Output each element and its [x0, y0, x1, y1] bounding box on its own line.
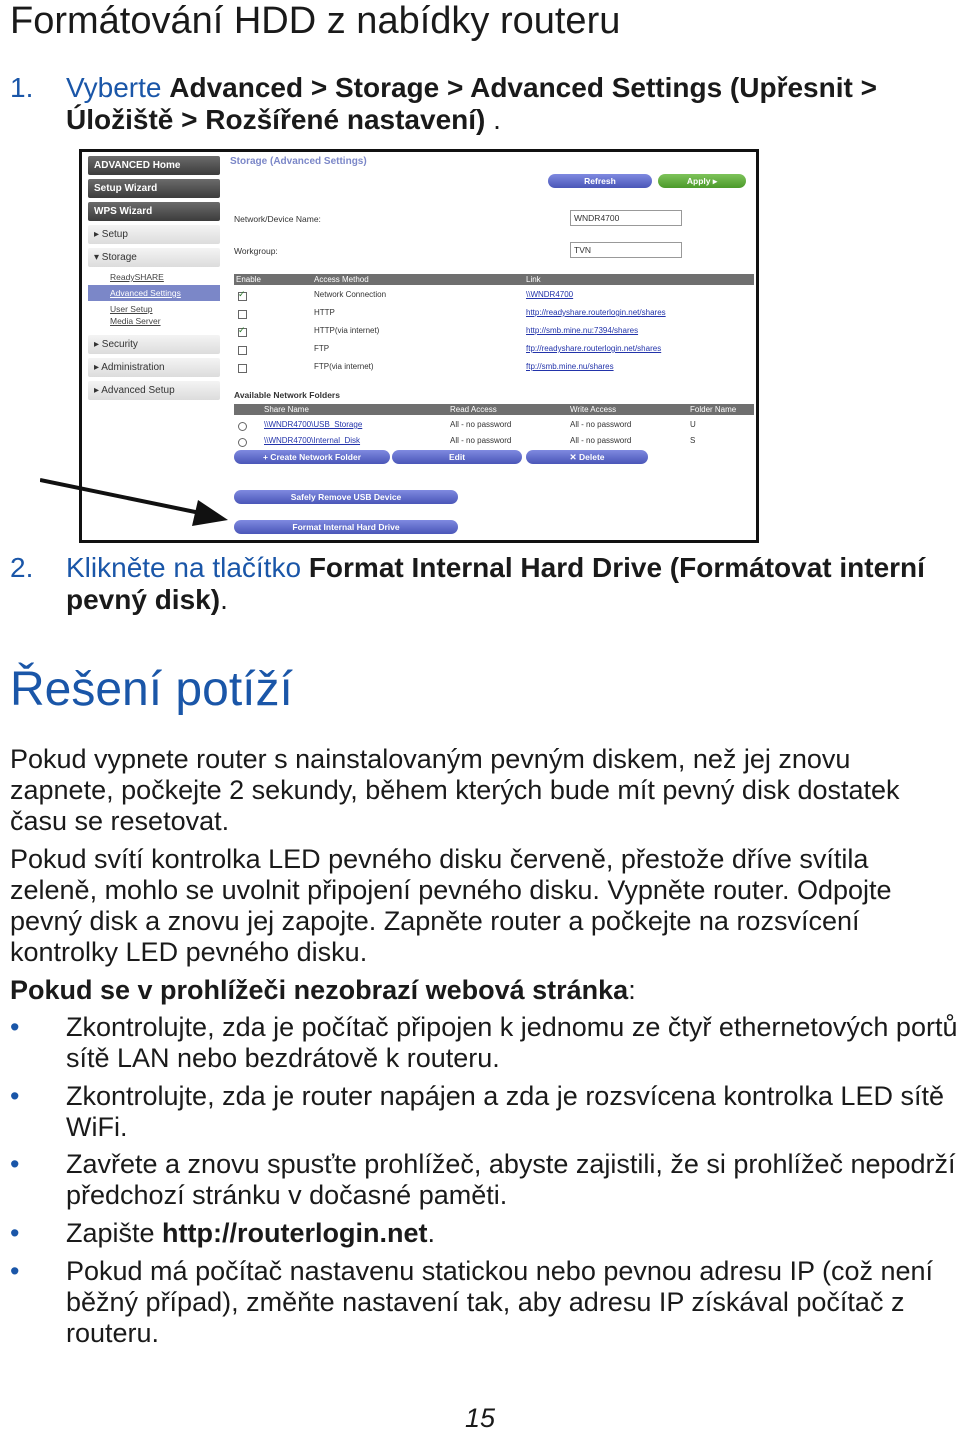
create-folder-button[interactable]: + Create Network Folder: [234, 450, 390, 464]
step-1: [10, 72, 950, 136]
access-row: [234, 308, 754, 322]
header-enable: Enable: [236, 275, 261, 284]
folder-radio[interactable]: [238, 422, 247, 431]
sidebar-advanced-home[interactable]: ADVANCED Home: [88, 156, 220, 175]
bullet-text: Zkontrolujte, zda je počítač připojen k jednomu ze čtyř ethernetových portů sítě LAN nebo bezdrátově k routeru.: [66, 1012, 958, 1073]
sidebar-wps-wizard[interactable]: WPS Wizard: [88, 202, 220, 221]
pointer-arrow: [40, 470, 240, 530]
bullet-dot: •: [10, 1256, 20, 1286]
routerlogin-url: http://routerlogin.net: [162, 1218, 428, 1248]
sidebar-security[interactable]: ▸ Security: [88, 335, 220, 354]
step-text-end: .: [220, 584, 228, 615]
sidebar-advanced-setup[interactable]: ▸ Advanced Setup: [88, 381, 220, 400]
bullet-dot: •: [10, 1218, 20, 1248]
access-link[interactable]: http://smb.mine.nu:7394/shares: [526, 326, 639, 335]
refresh-button[interactable]: Refresh: [548, 174, 652, 188]
access-link[interactable]: ftp://smb.mine.nu/shares: [526, 362, 614, 371]
step-button-name: Format Internal Hard Drive (Formátovat interní pevný disk): [66, 552, 925, 615]
enable-checkbox[interactable]: [238, 346, 247, 355]
bullet-text: Pokud má počítač nastavenu statickou nebo pevnou adresu IP (což není běžný případ), změňte nastavení tak, aby adresu IP získával počítač z routeru.: [66, 1256, 934, 1348]
access-method: Network Connection: [314, 290, 387, 299]
step-text: Klikněte na tlačítko: [66, 552, 309, 583]
sidebar-readyshare[interactable]: ReadySHARE: [110, 272, 164, 282]
bullet-item: [10, 1081, 958, 1143]
sidebar-user-setup[interactable]: User Setup: [110, 304, 153, 314]
header-folder-name: Folder Name: [690, 405, 737, 414]
sidebar-setup-wizard[interactable]: Setup Wizard: [88, 179, 220, 198]
folders-title: Available Network Folders: [234, 390, 340, 400]
header-read-access: Read Access: [450, 405, 497, 414]
bullet-text: Zavřete a znovu spusťte prohlížeč, abyste zajistili, že si prohlížeč nepodrží předchozí stránku v dočasné paměti.: [66, 1149, 956, 1210]
paragraph-3: [10, 975, 955, 1006]
access-link[interactable]: ftp://readyshare.routerlogin.net/shares: [526, 344, 662, 353]
bullet-item: [10, 1012, 958, 1074]
enable-checkbox[interactable]: [238, 310, 247, 319]
edit-button[interactable]: Edit: [392, 450, 522, 464]
read-access: All - no password: [450, 436, 512, 445]
folder-row: [234, 436, 754, 450]
header-link: Link: [526, 275, 541, 284]
access-row: [234, 326, 754, 340]
delete-button[interactable]: ✕ Delete: [526, 450, 648, 464]
access-table-header: [234, 274, 754, 285]
workgroup-input[interactable]: TVN: [570, 242, 682, 258]
bullet-item: [10, 1149, 958, 1211]
access-method: FTP: [314, 344, 330, 353]
header-access-method: Access Method: [314, 275, 369, 284]
bullet-text-end: .: [427, 1218, 436, 1248]
header-write-access: Write Access: [570, 405, 617, 414]
step-text: Vyberte: [66, 72, 170, 103]
router-page-title: Storage (Advanced Settings): [230, 156, 367, 167]
access-row: [234, 290, 754, 304]
sidebar-setup[interactable]: ▸ Setup: [88, 225, 220, 244]
enable-checkbox[interactable]: [238, 292, 247, 301]
bullet-dot: •: [10, 1081, 20, 1111]
bullet-text: Zapište: [66, 1218, 163, 1248]
folder-radio[interactable]: [238, 438, 247, 447]
sidebar-administration[interactable]: ▸ Administration: [88, 358, 220, 377]
step-number: 2.: [10, 552, 34, 583]
no-page-heading: Pokud se v prohlížeči nezobrazí webová stránka: [10, 975, 629, 1005]
safely-remove-usb-button[interactable]: Safely Remove USB Device: [234, 490, 458, 504]
paragraph-2: Pokud svítí kontrolka LED pevného disku červeně, přestože dříve svítila zeleně, mohlo se uvolnit připojení pevného disku. Vypněte router. Odpojte pevný disk a znovu jej zapojte. Zapněte router a počkejte na rozsvícení kontrolky LED pevného disku.: [10, 844, 892, 967]
step-text-end: .: [485, 104, 501, 135]
device-name-label: Network/Device Name:: [234, 214, 321, 224]
access-row: [234, 344, 754, 358]
access-method: HTTP(via internet): [314, 326, 380, 335]
access-row: [234, 362, 754, 376]
step-2: [10, 552, 950, 616]
share-name[interactable]: \\WNDR4700\Internal_Disk: [264, 436, 361, 445]
enable-checkbox[interactable]: [238, 364, 247, 373]
bullet-item: [10, 1218, 958, 1249]
enable-checkbox[interactable]: [238, 328, 247, 337]
page-number: 15: [464, 1403, 496, 1433]
folders-table-header: [234, 404, 754, 415]
bullet-dot: •: [10, 1149, 20, 1179]
page-title: Formátování HDD z nabídky routeru: [10, 0, 621, 42]
header-share-name: Share Name: [264, 405, 309, 414]
folder-row: [234, 420, 754, 434]
step-path: Advanced > Storage > Advanced Settings (Upřesnit > Úložiště > Rozšířené nastavení): [66, 72, 877, 135]
access-link[interactable]: \\WNDR4700: [526, 290, 574, 299]
write-access: All - no password: [570, 436, 632, 445]
folder-name: S: [690, 436, 696, 445]
share-name[interactable]: \\WNDR4700\USB_Storage: [264, 420, 363, 429]
folder-name: U: [690, 420, 696, 429]
troubleshooting-heading: Řešení potíží: [10, 663, 293, 716]
bullet-item: [10, 1256, 958, 1349]
access-method: HTTP: [314, 308, 335, 317]
step-number: 1.: [10, 72, 34, 103]
sidebar-media-server[interactable]: Media Server: [110, 316, 161, 326]
bullet-text: Zkontrolujte, zda je router napájen a zda je rozsvícena kontrolka LED sítě WiFi.: [66, 1081, 944, 1142]
write-access: All - no password: [570, 420, 632, 429]
workgroup-label: Workgroup:: [234, 246, 278, 256]
device-name-input[interactable]: WNDR4700: [570, 210, 682, 226]
apply-button[interactable]: Apply ▸: [658, 174, 746, 188]
colon: :: [628, 975, 636, 1005]
sidebar-advanced-settings[interactable]: Advanced Settings: [88, 285, 220, 301]
bullet-dot: •: [10, 1012, 20, 1042]
access-method: FTP(via internet): [314, 362, 374, 371]
read-access: All - no password: [450, 420, 512, 429]
router-sidebar: [88, 156, 220, 404]
access-link[interactable]: http://readyshare.routerlogin.net/shares: [526, 308, 666, 317]
paragraph-1: Pokud vypnete router s nainstalovaným pevným diskem, než jej znovu zapnete, počkejte 2 sekundy, během kterých bude mít pevný disk dostatek času se resetovat.: [10, 744, 900, 836]
format-drive-button[interactable]: Format Internal Hard Drive: [234, 520, 458, 534]
sidebar-storage[interactable]: ▾ Storage: [88, 248, 220, 267]
